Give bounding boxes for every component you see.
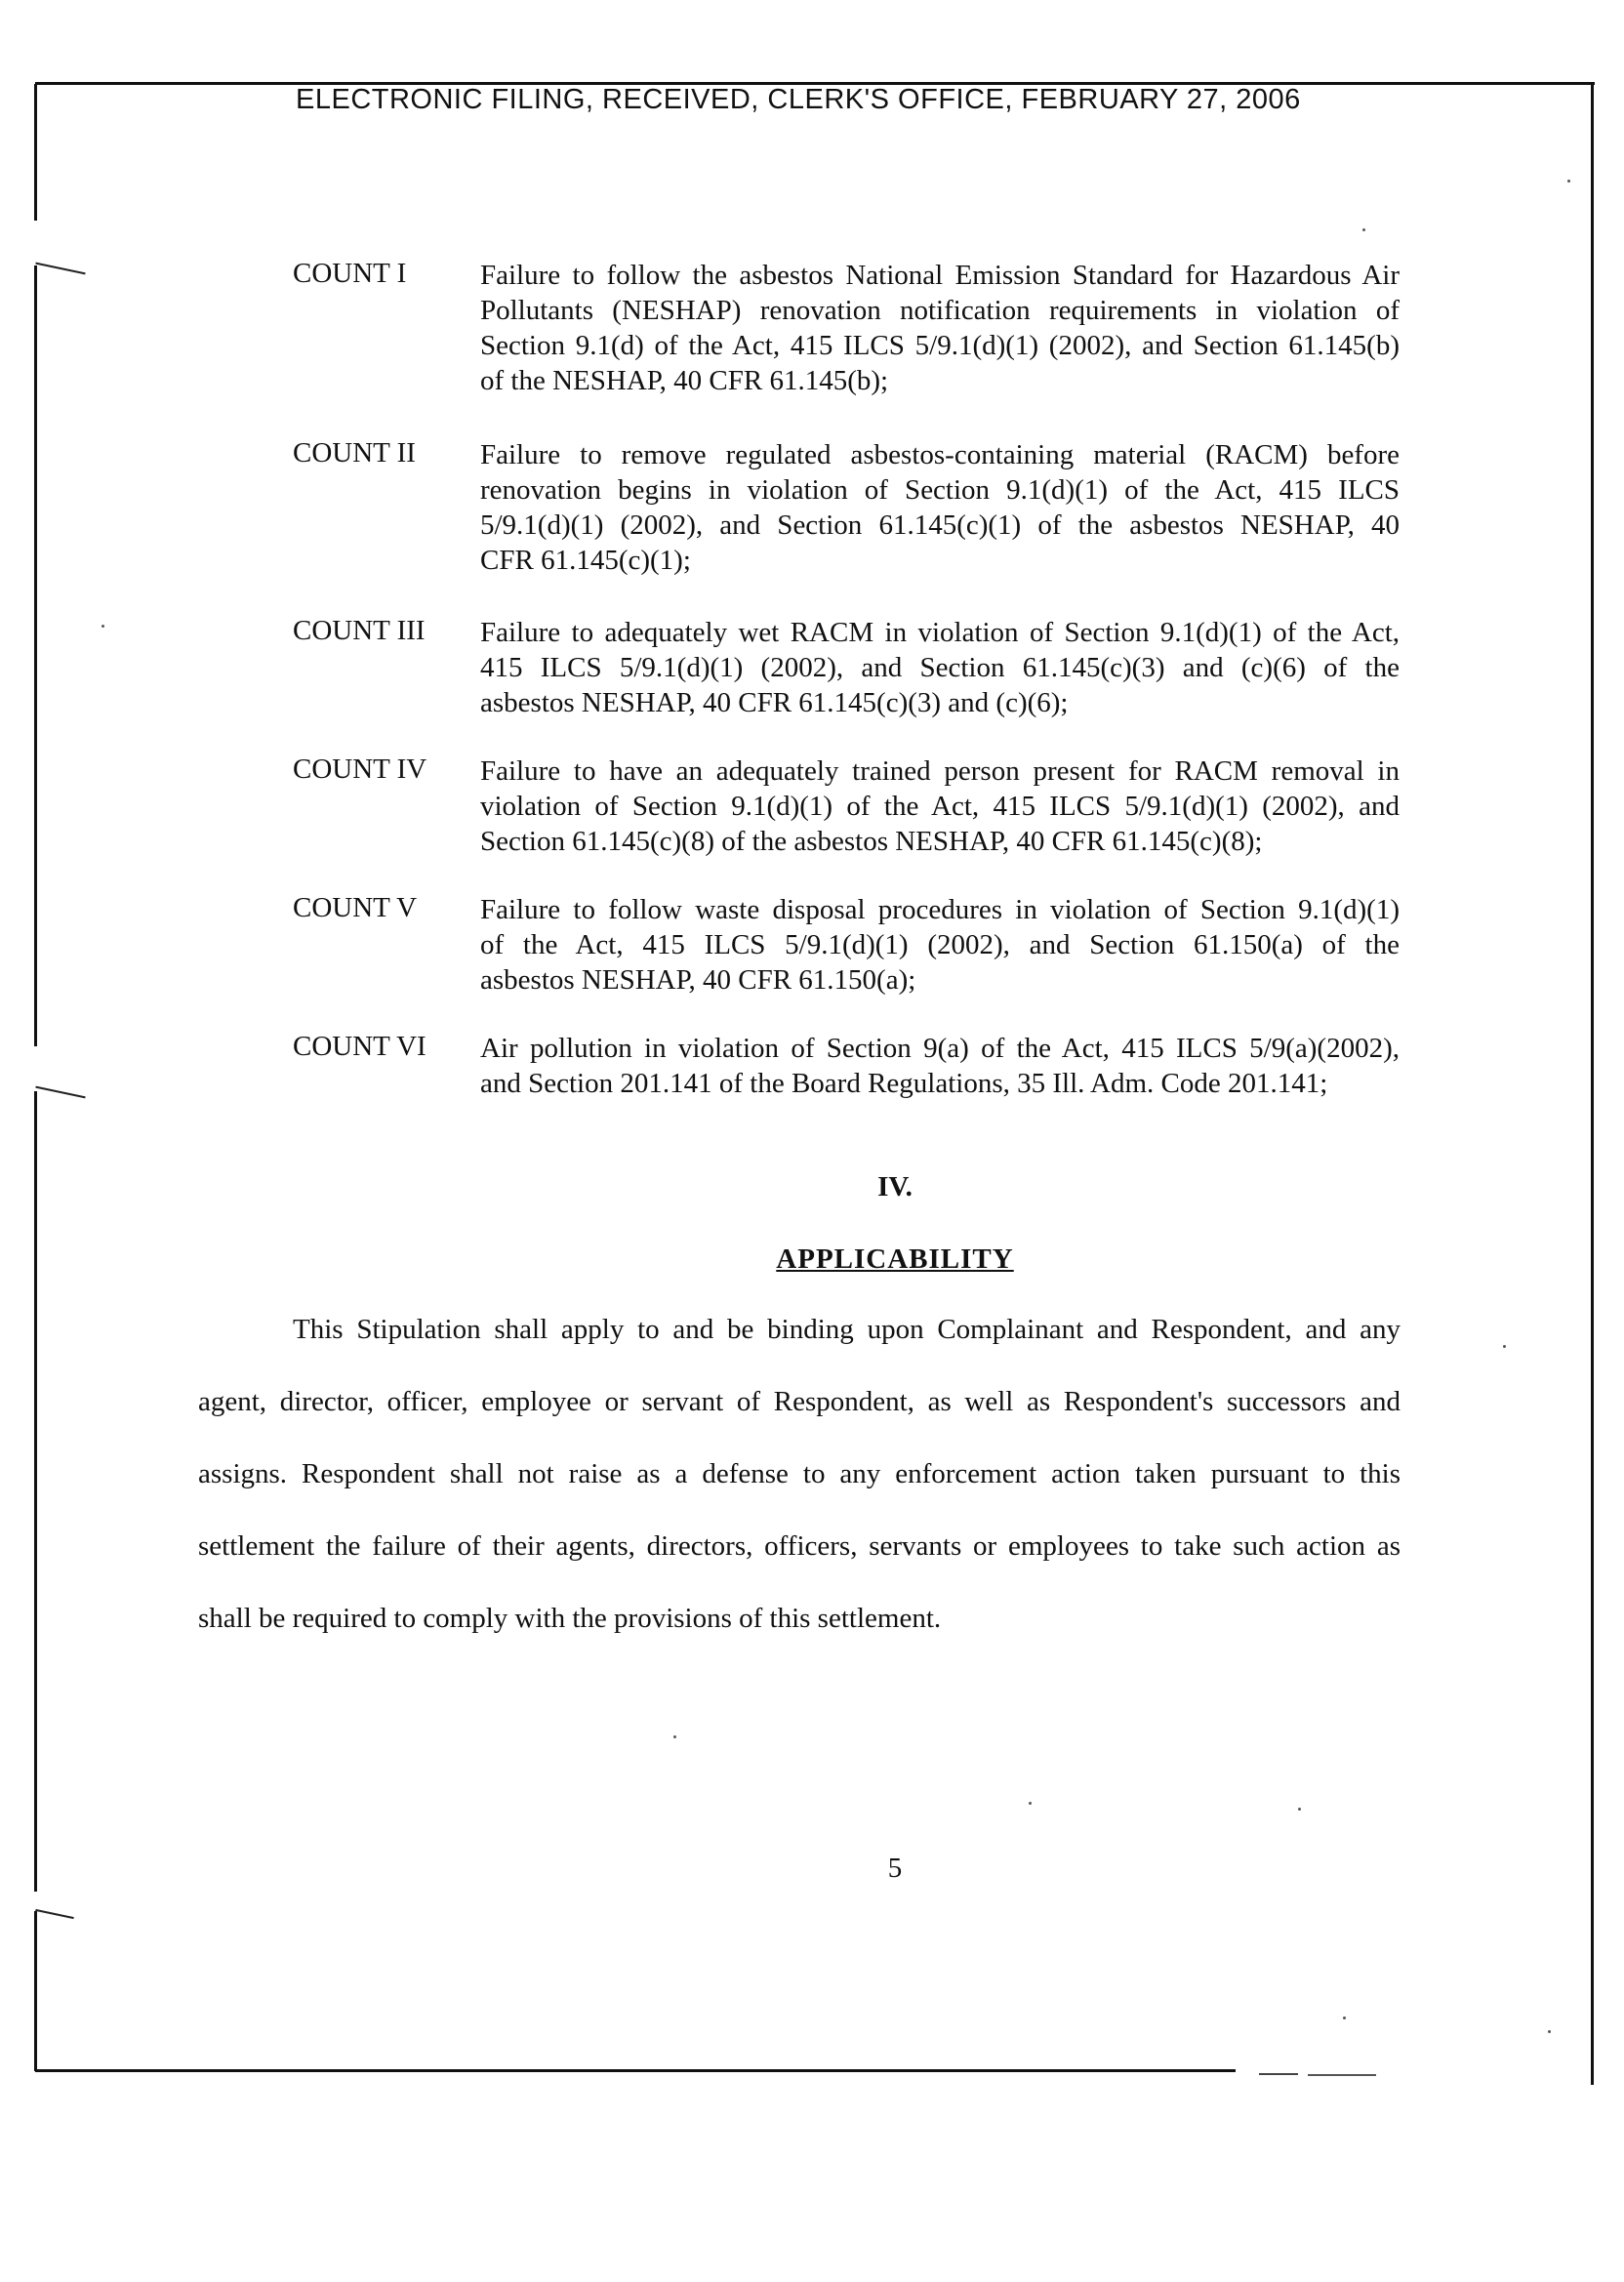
filing-stamp-header: ELECTRONIC FILING, RECEIVED, CLERK'S OFFICE, FEBRUARY 27, 2006 xyxy=(296,84,1301,115)
scan-speck xyxy=(1029,1802,1032,1805)
count-text-line: Failure to follow waste disposal procedures in violation of Section 9.1(d)(1) xyxy=(480,894,1400,925)
applicability-paragraph xyxy=(198,1312,1401,1673)
scan-speck xyxy=(1503,1345,1506,1348)
scan-frame-left-line xyxy=(34,265,37,1046)
count-description xyxy=(480,892,1400,998)
binder-mark xyxy=(35,1086,85,1099)
count-description xyxy=(480,258,1400,398)
count-text-line: Failure to adequately wet RACM in violation of Section 9.1(d)(1) of the Act, xyxy=(480,617,1400,648)
count-text-line: Failure to have an adequately trained person present for RACM removal in xyxy=(480,755,1400,787)
paragraph-line: shall be required to comply with the provisions of this settlement. xyxy=(198,1603,942,1634)
scan-frame-left-line xyxy=(34,1091,37,1892)
count-description xyxy=(480,615,1400,720)
count-label: COUNT II xyxy=(293,437,416,469)
count-text-line: of the Act, 415 ILCS 5/9.1(d)(1) (2002), and Section 61.150(a) of the xyxy=(480,929,1400,960)
scan-speck xyxy=(1362,228,1365,231)
count-text-line: 415 ILCS 5/9.1(d)(1) (2002), and Section 61.145(c)(3) and (c)(6) of the xyxy=(480,652,1400,683)
section-heading: APPLICABILITY xyxy=(776,1243,1014,1275)
count-text-line: renovation begins in violation of Section 9.1(d)(1) of the Act, 415 ILCS xyxy=(480,474,1400,506)
paragraph-line: This Stipulation shall apply to and be binding upon Complainant and Respondent, and any xyxy=(293,1314,1401,1345)
count-text-line: and Section 201.141 of the Board Regulations, 35 Ill. Adm. Code 201.141; xyxy=(480,1068,1328,1099)
count-text-line: violation of Section 9.1(d)(1) of the Act, 415 ILCS 5/9.1(d)(1) (2002), and xyxy=(480,791,1400,822)
count-text-line: Failure to follow the asbestos National Emission Standard for Hazardous Air xyxy=(480,260,1400,291)
scan-speck xyxy=(102,625,104,628)
paragraph-line: agent, director, officer, employee or servant of Respondent, as well as Respondent's successors and xyxy=(198,1386,1401,1417)
count-text-line: Failure to remove regulated asbestos-containing material (RACM) before xyxy=(480,439,1400,470)
count-text-line: 5/9.1(d)(1) (2002), and Section 61.145(c)(1) of the asbestos NESHAP, 40 xyxy=(480,509,1400,541)
page-number: 5 xyxy=(887,1853,903,1884)
scan-speck xyxy=(1548,2030,1551,2033)
scan-speck xyxy=(1298,1808,1301,1811)
scan-speck xyxy=(673,1735,676,1738)
scan-frame-left-line xyxy=(34,84,37,221)
count-text-line: of the NESHAP, 40 CFR 61.145(b); xyxy=(480,365,889,396)
count-text-line: CFR 61.145(c)(1); xyxy=(480,545,691,576)
count-text-line: Air pollution in violation of Section 9(a) of the Act, 415 ILCS 5/9(a)(2002), xyxy=(480,1033,1400,1064)
count-description xyxy=(480,754,1400,859)
scan-frame-bottom-line xyxy=(35,2069,1236,2072)
scan-frame-bottom-line xyxy=(1259,2073,1298,2075)
binder-mark xyxy=(35,1909,74,1919)
scan-speck xyxy=(1567,180,1570,183)
count-label: COUNT V xyxy=(293,892,418,923)
count-label: COUNT IV xyxy=(293,754,427,785)
scan-frame-bottom-line xyxy=(1308,2074,1376,2076)
count-description xyxy=(480,1031,1400,1101)
paragraph-line: settlement the failure of their agents, directors, officers, servants or employees to take such action as xyxy=(198,1530,1401,1562)
paragraph-line: assigns. Respondent shall not raise as a defense to any enforcement action taken pursuant to this xyxy=(198,1458,1401,1489)
count-description xyxy=(480,437,1400,578)
scan-frame-left-line xyxy=(34,1911,37,2071)
count-text-line: asbestos NESHAP, 40 CFR 61.150(a); xyxy=(480,964,916,996)
count-label: COUNT I xyxy=(293,258,407,289)
scan-frame-right-line xyxy=(1591,84,1594,2085)
count-text-line: Pollutants (NESHAP) renovation notification requirements in violation of xyxy=(480,295,1400,326)
count-text-line: asbestos NESHAP, 40 CFR 61.145(c)(3) and (c)(6); xyxy=(480,687,1069,718)
scan-speck xyxy=(1343,2017,1346,2019)
binder-mark xyxy=(35,263,85,275)
section-number: IV. xyxy=(877,1171,913,1202)
count-label: COUNT VI xyxy=(293,1031,426,1062)
count-label: COUNT III xyxy=(293,615,426,646)
count-text-line: Section 61.145(c)(8) of the asbestos NESHAP, 40 CFR 61.145(c)(8); xyxy=(480,826,1263,857)
count-text-line: Section 9.1(d) of the Act, 415 ILCS 5/9.1(d)(1) (2002), and Section 61.145(b) xyxy=(480,330,1400,361)
